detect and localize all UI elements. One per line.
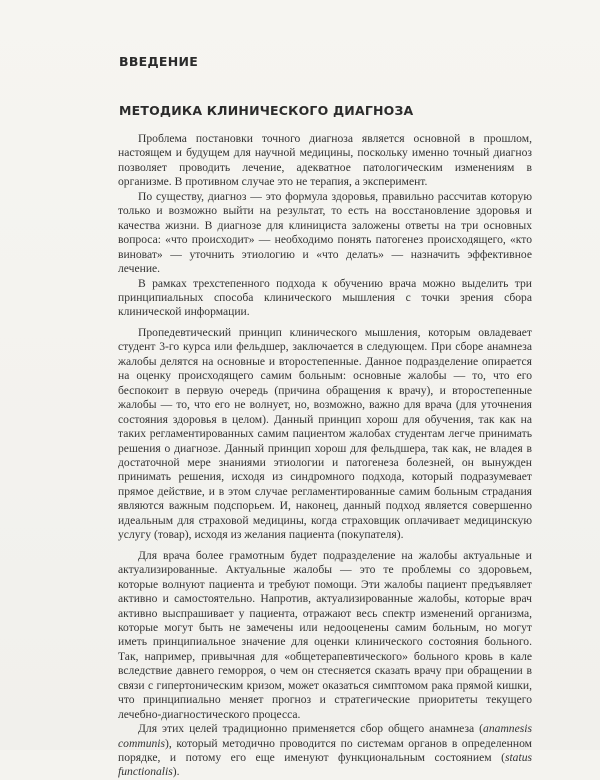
chapter-heading-intro: ВВЕДЕНИЕ	[119, 54, 199, 69]
latin-term-anamnesis: anamnesis communis	[118, 722, 532, 750]
paragraph-4: Пропедевтический принцип клинического мышления, которым овладевает студент 3-го курса или фельдшер, заключается в следующем. При сборе анамнеза жалобы делятся на основные и второстепенные. Данное подразделение опирается на оценку происходящего самим больным: основные жалобы — то, что его беспокоит в первую очередь (причина обращения к врачу), и второстепенные жалобы — то, что его не волнует, но, возможно, важно для врача (для уточнения состояния здоровья в целом). Данный принцип хорош для обучения, так как на таких регламентированных самим пациентом жалобах студентам легче принимать решения о диагнозе. Данный принцип хорош для фельдшера, так как, не владея в достаточной мере знаниями этиологии и патогенеза болезней, он вынужден принимать решения, исходя из синдромного подхода, который подразумевает прямое действие, и в этом случае регламентированные самим больным страдания являются важным подспорьем. И, наконец, данный подход является совершенно идеальным для страховой медицины, когда страховщик оплачивает медицинскую услугу (товар), исходя из желания пациента (покупателя).	[118, 325, 532, 542]
paragraph-1: Проблема постановки точного диагноза является основной в прошлом, настоящем и будущем для научной медицины, поскольку именно точный диагноз позволяет проводить лечение, адекватное патологическим изменениям в организме. В противном случае это не терапия, а эксперимент.	[118, 132, 532, 189]
section-heading-method: МЕТОДИКА КЛИНИЧЕСКОГО ДИАГНОЗА	[119, 103, 414, 118]
paragraph-6-text-1: Для этих целей традиционно применяется сбор общего анамнеза (	[138, 722, 484, 736]
paragraph-6-text-2: ), который методично проводится по системам органов в определенном порядке, и потому его еще именуют функциональным состоянием (	[118, 736, 532, 765]
paragraph-6-text-3: ).	[172, 765, 180, 779]
paragraph-2: По существу, диагноз — это формула здоровья, правильно рассчитав которую только и возможно выйти на результат, то есть на восстановление здоровья и качества жизни. В диагнозе для клинициста заложены ответы на три основных вопроса: «что происходит» — необходимо понять патогенез происходящего, «кто виноват» — уточнить этиологию и «что делать» — назначить эффективное лечение.	[118, 189, 532, 276]
latin-term-status: status functionalis	[118, 751, 532, 779]
paragraph-5: Для врача более грамотным будет подразделение на жалобы актуальные и актуализированные. Актуальные жалобы — это те проблемы со здоровьем, которые волнуют пациента и требуют помощи. Эти жалобы пациент предъявляет активно и самостоятельно. Напротив, актуализированные жалобы, которые врач активно выспрашивает у пациента, отражают весь спектр изменений организма, которые могут быть не замечены или недооценены самим больным, но могут иметь принципиальное значение для оценки клинического состояния больного. Так, например, привычная для «общетерапевтического» больного кровь в кале вследствие давнего геморроя, о чем он стесняется сказать врачу при обращении в связи с гипертоническим кризом, может оказаться симптомом рака прямой кишки, что принципиально меняет прогноз и стратегические приоритеты текущего лечебно-диагностического процесса.	[118, 548, 532, 721]
paragraph-6	[118, 722, 532, 780]
paragraph-3: В рамках трехстепенного подхода к обучению врача можно выделить три принципиальных способа клинического мышления с точки зрения сбора клинической информации.	[118, 276, 532, 319]
body-text	[118, 132, 532, 780]
